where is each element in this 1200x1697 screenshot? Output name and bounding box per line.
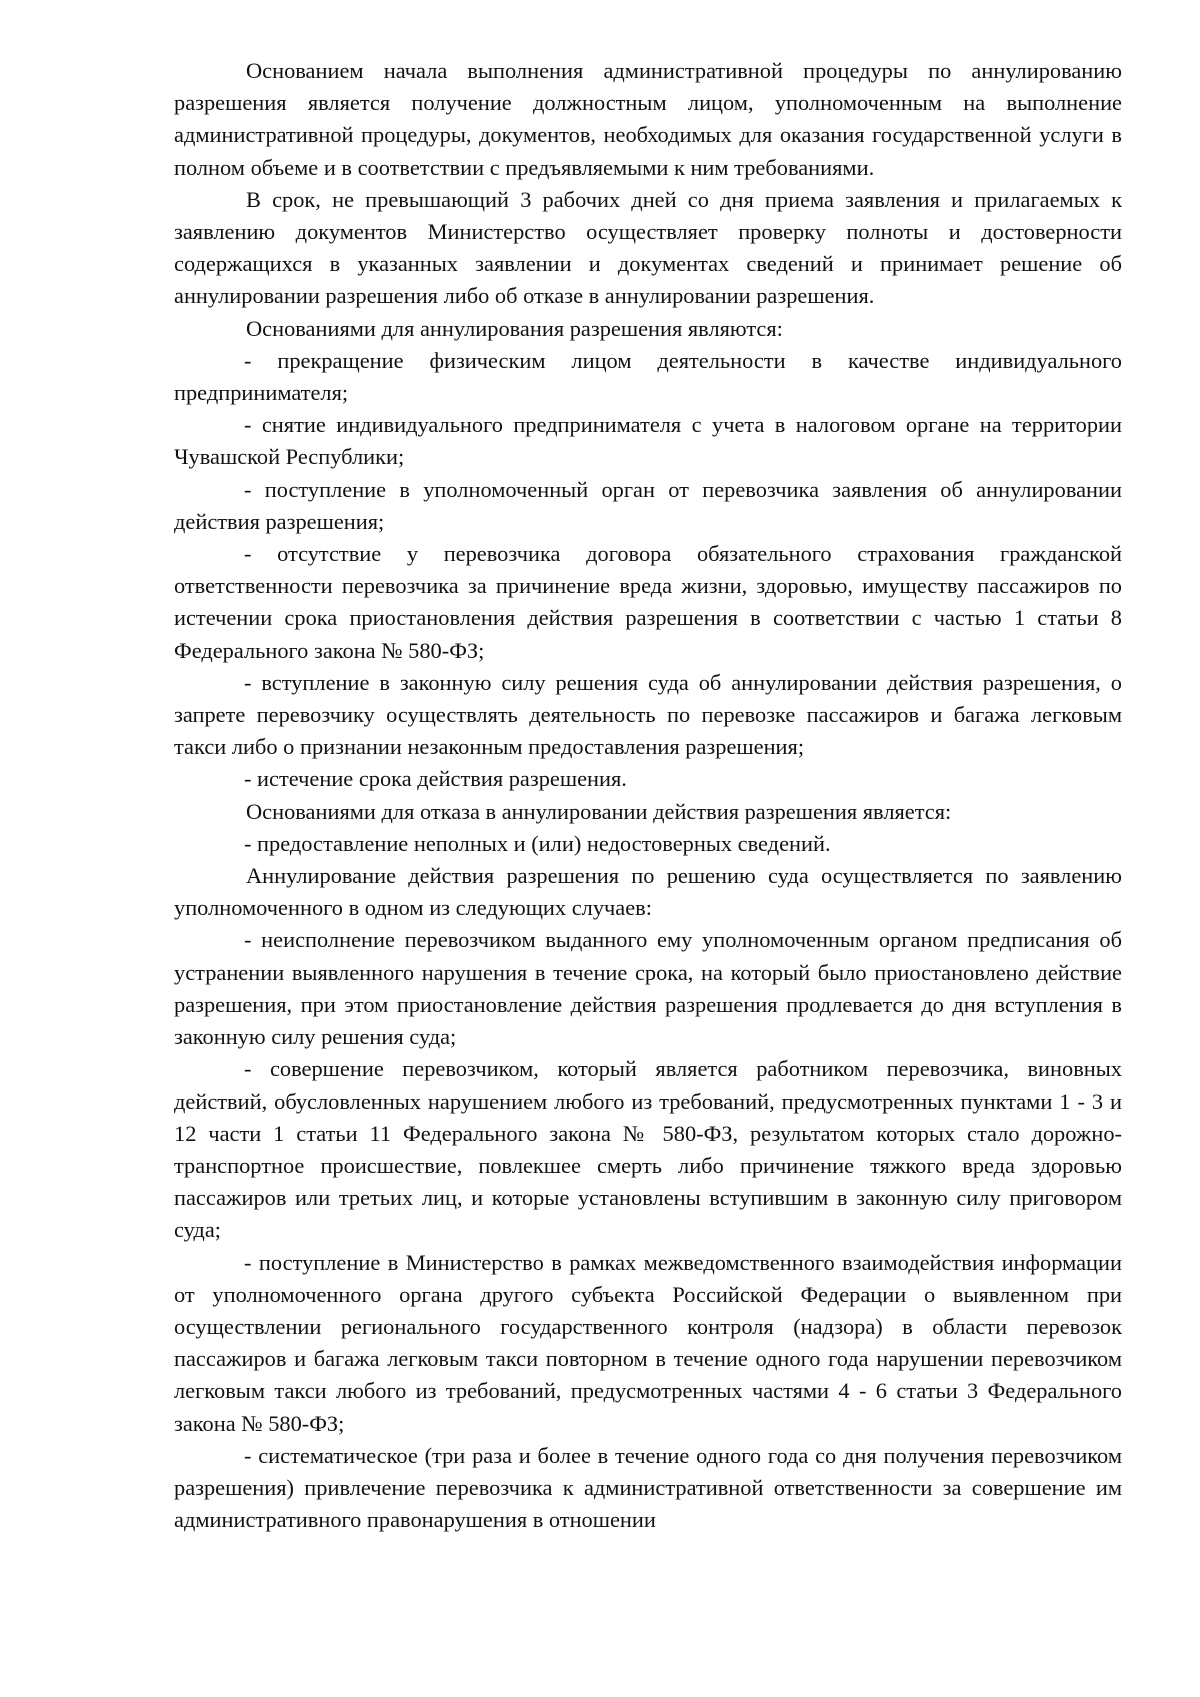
list-item: - поступление в уполномоченный орган от перевозчика заявления об аннулировании действия разрешения;: [174, 476, 1122, 534]
paragraph-review-deadline: В срок, не превышающий 3 рабочих дней со дня приема заявления и прилагаемых к заявлению документов Министерство осуществляет проверку полноты и достоверности содержащихся в указанных заявлении и документах сведений и принимает решение об аннулировании разрешения либо об отказе в аннулировании разрешения.: [174, 186, 1122, 309]
paragraph-annulment-grounds-heading: Основаниями для аннулирования разрешения являются:: [246, 315, 783, 341]
paragraph-court-annulment-heading: Аннулирование действия разрешения по решению суда осуществляется по заявлению уполномоченного в одном из следующих случаев:: [174, 863, 1122, 921]
list-item: - поступление в Министерство в рамках межведомственного взаимодействия информации от уполномоченного органа другого субъекта Российской Федерации о выявленном при осуществлении регионального государственного контроля (надзора) в области перевозок пассажиров и багажа легковым такси повторном в течение одного года нарушении перевозчиком легковым такси любого из требований, предусмотренных частями 4 - 6 статьи 3 Федерального закона № 580-ФЗ;: [174, 1249, 1122, 1436]
list-item: - вступление в законную силу решения суда об аннулировании действия разрешения, о запрете перевозчику осуществлять деятельность по перевозке пассажиров и багажа легковым такси либо о признании незаконным предоставления разрешения;: [174, 669, 1122, 760]
list-item: - прекращение физическим лицом деятельности в качестве индивидуального предпринимателя;: [174, 347, 1122, 406]
list-item: - отсутствие у перевозчика договора обязательного страхования гражданской ответственности перевозчика за причинение вреда жизни, здоровью, имуществу пассажиров по истечении срока приостановления действия разрешения в соответствии с частью 1 статьи 8 Федерального закона № 580-ФЗ;: [174, 541, 1122, 663]
list-item: - систематическое (три раза и более в течение одного года со дня получения перевозчиком разрешения) привлечение перевозчика к административной ответственности за совершение им административного правонарушения в отношении: [174, 1442, 1122, 1533]
paragraph-grounds-start: Основанием начала выполнения административной процедуры по аннулированию разрешения является получение должностным лицом, уполномоченным на выполнение административной процедуры, документов, необходимых для оказания государственной услуги в полном объеме и в соответствии с предъявляемыми к ним требованиями.: [174, 58, 1122, 180]
list-item: - неисполнение перевозчиком выданного ему уполномоченным органом предписания об устранении выявленного нарушения в течение срока, на который было приостановлено действие разрешения, при этом приостановление действия разрешения продлевается до дня вступления в законную силу решения суда;: [174, 927, 1122, 1050]
document-body: [174, 55, 1122, 1536]
paragraph-refusal-grounds-heading: Основаниями для отказа в аннулировании действия разрешения является:: [246, 798, 952, 824]
list-item: - снятие индивидуального предпринимателя с учета в налоговом органе на территории Чувашской Республики;: [174, 412, 1122, 470]
list-item: - совершение перевозчиком, который является работником перевозчика, виновных действий, обусловленных нарушением любого из требований, предусмотренных пунктами 1 - 3 и 12 части 1 статьи 11 Федерального закона № 580-ФЗ, результатом которых стало дорожно-транспортное происшествие, повлекшее смерть либо причинение тяжкого вреда здоровью пассажиров или третьих лиц, и которые установлены вступившим в законную силу приговором суда;: [174, 1056, 1122, 1243]
list-item: - истечение срока действия разрешения.: [244, 766, 627, 792]
list-item: - предоставление неполных и (или) недостоверных сведений.: [244, 830, 831, 856]
